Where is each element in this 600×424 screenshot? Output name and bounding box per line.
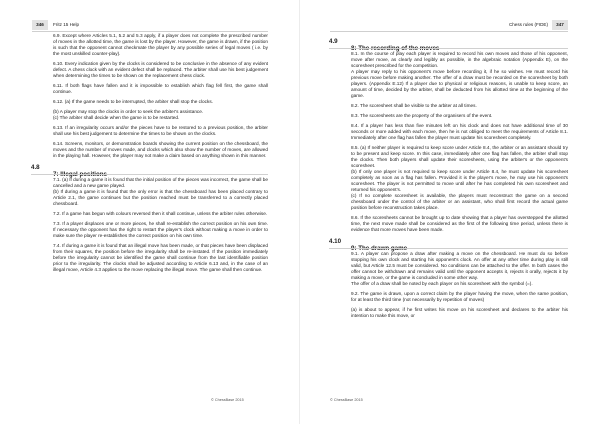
page-footer: © ChessBase 2015 (211, 398, 244, 402)
body-paragraph: 7.2. If a game has begun with colours reversed then it shall continue, unless the arbiter rules otherwise. (53, 211, 268, 216)
section-rule (329, 48, 568, 49)
body-paragraph: 8.4. If a player has less than five minutes left on his clock and does not have additional time of 30 seconds or more added with each move, then he is not obliged to meet the requirements of Article 8.1. Immediately after one flag has fallen the player must update his scoresheet completely. (351, 123, 568, 140)
section-number: 4.9 (329, 38, 338, 45)
right-body (329, 33, 568, 323)
section-number: 4.8 (31, 164, 40, 171)
body-paragraph: 9.2. The game is drawn, upon a correct claim by the player having the move, when the same position, for at least the third time (not necessarily by repetition of moves) (351, 291, 568, 302)
body-paragraph: 8.5. (a) If neither player is required to keep score under Article 8.4, the arbiter or an assistant should try to be present and keep score. In this case, immediately after one flag has fallen, the arbiter shall stop the clocks. Then both players shall update their scoresheets, using the arbiter's or the opponent's scoresheet. (b) If only one player is not required to keep score under Article 8.4, he must update his scoresheet completely as soon as a flag has fallen. Provided it is the player's move, he may use his opponent's scoresheet. The player is not permitted to move until after he has completed his own scoresheet and returned his opponent's. (c) If no complete scoresheet is available, the players must reconstruct the game on a second chessboard under the control of the arbiter or an assistant, who shall first record the actual game position before reconstruction takes place. (351, 145, 568, 210)
section-rule (31, 174, 268, 175)
body-paragraph: 6.13. If an irregularity occurs and/or the pieces have to be restored to a previous position, the arbiter shall use his best judgement to determine the times to be shown on the clocks. (53, 125, 268, 136)
page-footer: © ChessBase 2015 (330, 398, 363, 402)
page-number: 346 (32, 20, 48, 30)
body-paragraph: 6.11. If both flags have fallen and it is impossible to establish which flag fell first, the game shall continue. (53, 83, 268, 94)
section-rule (329, 248, 568, 249)
body-paragraph: 6.10. Every indication given by the clocks is considered to be conclusive in the absence of any evident defect. A chess clock with an evident defect shall be replaced. The arbiter shall use his best judgement when determining the times to be shown on the replacement chess clock. (53, 61, 268, 78)
paragraph-group (53, 177, 268, 273)
body-paragraph: 8.3. The scoresheets are the property of the organisers of the event. (351, 113, 493, 118)
running-header: Fritz 15 Help (53, 22, 80, 27)
header-rule (330, 31, 568, 32)
body-paragraph: 8.1. In the course of play each player is required to record his own moves and those of his opponent, move after move, as clearly and legibly as possible, in the algebraic notation (Appendix E), on the scoresheet prescribed for the competition. A player may reply to his opponent's move before recording it, if he so wishes. He must record his previous move before making another. The offer of a draw must be recorded on the scoresheet by both players. (Appendix E.12) If a player due to physical or religious reasons, is unable to keep score, an amount of time, decided by the arbiter, shall be deducted from his allotted time at the beginning of the game. (351, 51, 568, 98)
body-paragraph: 9.1. A player can propose a draw after making a move on the chessboard. He must do so before stopping his own clock and starting his opponent's clock. An offer at any other time during play is still valid, but Article 12.5 must be considered. No conditions can be attached to the offer. In both cases the offer cannot be withdrawn and remains valid until the opponent accepts it, rejects it orally, rejects it by making a move, or the game is concluded in some other way. The offer of a draw shall be noted by each player on his scoresheet with the symbol (=). (351, 251, 568, 286)
section-heading (329, 237, 568, 247)
running-header: Chess rules (FIDE) (508, 22, 548, 27)
paragraph-group (351, 51, 568, 233)
body-paragraph: 6.12. (a) If the game needs to be interrupted, the arbiter shall stop the clocks. (53, 99, 213, 104)
body-paragraph: 8.6. If the scoresheets cannot be brought up to date showing that a player has overstepped the allotted time, the next move made shall be considered as the first of the following time period, unless there is evidence that more moves have been made. (351, 215, 568, 232)
page-number: 347 (552, 20, 568, 30)
body-paragraph: 7.1. (a) If during a game it is found that the initial position of the pieces was incorrect, the game shall be cancelled and a new game played. (b) If during a game it is found that the only error is that the chessboard has been placed contrary to Article 2.1, the game continues but the position reached must be transferred to a correctly placed chessboard. (53, 177, 268, 206)
body-paragraph: 6.9. Except where Articles 5.1, 5.2 and 5.3 apply, if a player does not complete the prescribed number of moves in the allotted time, the game is lost by the player. However, the game is drawn, if the position is such that the opponent cannot checkmate the player by any possible series of legal moves ( i.e. by the most unskilled counter-play). (53, 33, 268, 56)
body-paragraph: (a) is about to appear, if he first writes his move on his scoresheet and declares to the arbiter his intention to make this move, or (351, 307, 568, 318)
body-paragraph: 8.2. The scoresheet shall be visible to the arbiter at all times. (351, 103, 477, 108)
paragraph-group (351, 251, 568, 319)
header-rule (32, 31, 268, 32)
body-paragraph: 6.14. Screens, monitors, or demonstration boards showing the current position on the chessboard, the moves and the number of moves made, and clocks which also show the number of moves, are allowed in the playing hall. However, the player may not make a claim based on anything shown in this manner. (53, 141, 268, 158)
body-paragraph: 7.3. If a player displaces one or more pieces, he shall re-establish the correct position on his own time. If necessary the opponent has the right to restart the player's clock without making a move in order to make sure the player re-establishes the correct position on his own time. (53, 221, 268, 238)
right-page (300, 0, 600, 424)
section-number: 4.10 (329, 238, 342, 245)
body-paragraph: 7.4. If during a game it is found that an illegal move has been made, or that pieces have been displaced from their squares, the position before the irregularity shall be re-instated. If the position immediately before the irregularity cannot be identified the game shall continue from the last identifiable position prior to the irregularity. The clocks shall be adjusted according to Article 6.13 and, in the case of an illegal move, Article 4.3 applies to the move replacing the illegal move. The game shall then continue. (53, 243, 268, 272)
section-heading (31, 163, 268, 173)
body-paragraph: (b) A player may stop the clocks in order to seek the arbiter's assistance. (c) The arbiter shall decide when the game is to be restarted. (53, 109, 204, 120)
left-body (31, 33, 268, 277)
section-heading (329, 37, 568, 47)
paragraph-group (53, 33, 268, 159)
